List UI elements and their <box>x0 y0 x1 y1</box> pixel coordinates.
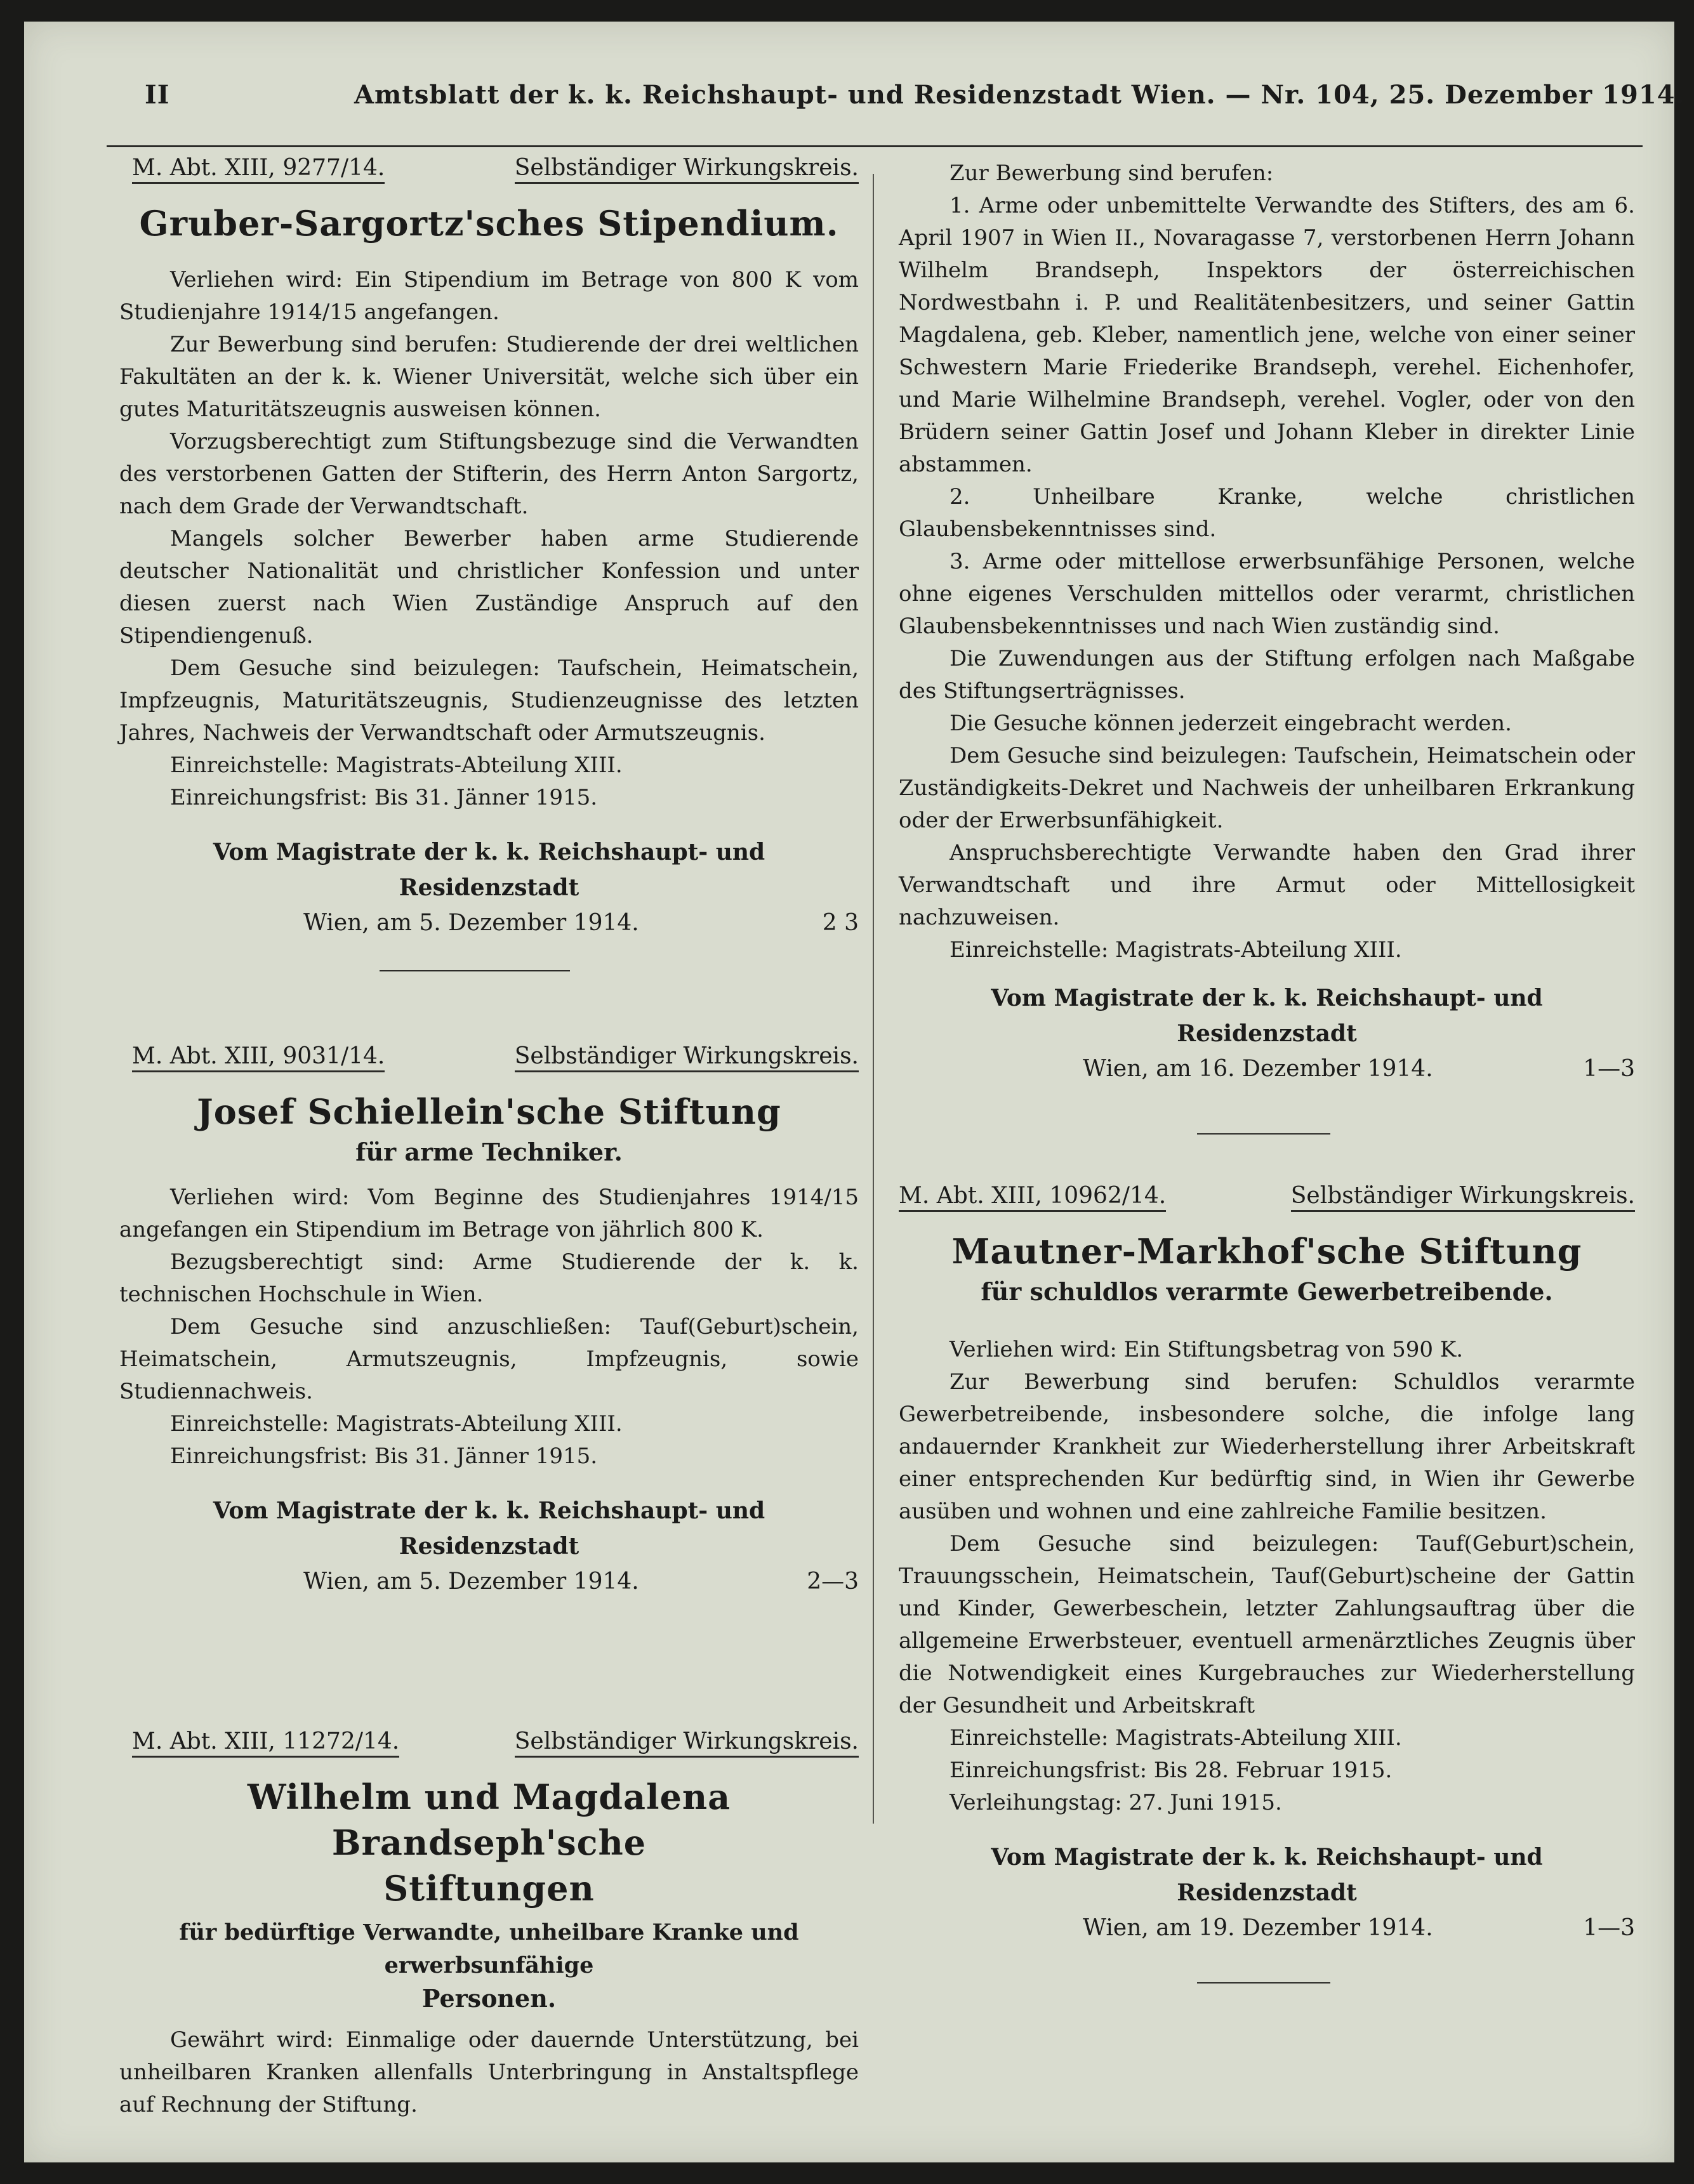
section-subtitle: für arme Techniker. <box>355 1138 623 1166</box>
paragraph: Zur Bewerbung sind berufen: <box>950 161 1274 186</box>
insertion-sequence: 1—3 <box>1583 1915 1635 1941</box>
jurisdiction-label: Selbständiger Wirkungskreis. <box>515 1043 859 1072</box>
reference-line <box>119 1728 859 1765</box>
reference-line <box>119 155 859 192</box>
paragraph: Einreichungsfrist: Bis 31. Jänner 1915. <box>170 785 598 810</box>
signature-date-line <box>899 1051 1635 1087</box>
paragraph: Dem Gesuche sind anzuschließen: Tauf(Geburt)schein, Heimatschein, Armutszeugnis, Impfzeugnis, sowie Studiennachweis. <box>119 1314 859 1404</box>
section-separator <box>1197 1982 1330 1983</box>
section-title: Wilhelm und Magdalena Brandseph'sche <box>247 1777 731 1863</box>
header-title: Amtsblatt der k. k. Reichshaupt- und Residenzstadt Wien. — Nr. 104, 25. Dezember 1914. <box>354 80 1685 110</box>
insertion-sequence: 1—3 <box>1583 1056 1635 1082</box>
insertion-sequence: 2—3 <box>807 1569 859 1595</box>
section-subtitle: für bedürftige Verwandte, unheilbare Kranke und erwerbsunfähige <box>179 1919 799 1978</box>
paragraph: Dem Gesuche sind beizulegen: Taufschein, Heimatschein oder Zuständigkeits-Dekret und Nachweis der unheilbaren Erkrankung oder der Erwerbsunfähigkeit. <box>899 743 1635 833</box>
section-body <box>119 2024 859 2121</box>
section-title-line2: Stiftungen <box>383 1868 595 1909</box>
paragraph: Verliehen wird: Vom Beginne des Studienjahres 1914/15 angefangen ein Stipendium im Betrage von jährlich 800 K. <box>119 1185 859 1242</box>
paragraph: 3. Arme oder mittellose erwerbsunfähige Personen, welche ohne eigenes Verschulden mittellos oder verarmt, christlichen Glaubensbekenntnisses und nach Wien zuständig sind. <box>899 549 1635 639</box>
signature-date-line <box>899 1911 1635 1946</box>
page-number: II <box>145 80 170 110</box>
paragraph: 2. Unheilbare Kranke, welche christlichen Glaubensbekenntnisses sind. <box>899 484 1635 542</box>
signature-line: Vom Magistrate der k. k. Reichshaupt- und Residenzstadt <box>213 839 765 901</box>
place-date: Wien, am 19. Dezember 1914. <box>1083 1915 1433 1941</box>
paragraph: Gewährt wird: Einmalige oder dauernde Unterstützung, bei unheilbaren Kranken allenfalls Unterbringung in Anstaltspflege auf Rechnung der Stiftung. <box>119 2027 859 2117</box>
section-body <box>899 1334 1635 1819</box>
paragraph: Einreichungsfrist: Bis 31. Jänner 1915. <box>170 1444 598 1469</box>
section-body <box>119 1181 859 1473</box>
section-body <box>899 157 1635 966</box>
signature-line: Vom Magistrate der k. k. Reichshaupt- und Residenzstadt <box>213 1497 765 1560</box>
section-mautner-markhof <box>899 1183 1635 1946</box>
column-divider <box>873 174 874 1824</box>
paragraph: Einreichstelle: Magistrats-Abteilung XIII. <box>950 1725 1402 1751</box>
paragraph: Einreichungsfrist: Bis 28. Februar 1915. <box>950 1758 1393 1783</box>
reference-number: M. Abt. XIII, 9277/14. <box>132 155 385 184</box>
paragraph: Einreichstelle: Magistrats-Abteilung XIII. <box>170 1411 623 1437</box>
insertion-sequence: 2 3 <box>822 910 859 936</box>
paragraph: 1. Arme oder unbemittelte Verwandte des Stifters, des am 6. April 1907 in Wien II., Novaragasse 7, verstorbenen Herrn Johann Wilhelm Brandseph, Inspektors der österreichischen Nordwestbahn i. P. und Realitätenbesitzers, und seiner Gattin Magdalena, geb. Kleber, namentlich jene, welche von einer seiner Schwestern Marie Friederike Brandseph, verehel. Eichenhofer, und Marie Wilhelmine Brandseph, verehel. Vogler, oder von den Brüdern seiner Gattin Josef und Johann Kleber in direkter Linie abstammen. <box>899 193 1635 477</box>
jurisdiction-label: Selbständiger Wirkungskreis. <box>515 155 859 184</box>
signature-date-line <box>119 905 859 941</box>
paragraph: Mangels solcher Bewerber haben arme Studierende deutscher Nationalität und christlicher Konfession und unter diesen zuerst nach Wien Zuständige Anspruch auf den Stipendiengenuß. <box>119 526 859 648</box>
place-date: Wien, am 16. Dezember 1914. <box>1083 1056 1433 1082</box>
paragraph: Verliehen wird: Ein Stiftungsbetrag von 590 K. <box>950 1337 1464 1362</box>
section-title: Gruber-Sargortz'sches Stipendium. <box>139 203 839 244</box>
paragraph: Die Gesuche können jederzeit eingebracht werden. <box>950 711 1512 736</box>
section-subtitle: für schuldlos verarmte Gewerbetreibende. <box>981 1277 1553 1306</box>
section-separator <box>1197 1133 1330 1135</box>
paragraph: Bezugsberechtigt sind: Arme Studierende der k. k. technischen Hochschule in Wien. <box>119 1249 859 1307</box>
section-gruber-sargortz <box>119 155 859 941</box>
paragraph: Zur Bewerbung sind berufen: Studierende der drei weltlichen Fakultäten an der k. k. Wiener Universität, welche sich über ein gutes Maturitätszeugnis ausweisen können. <box>119 332 859 422</box>
section-separator <box>380 970 570 971</box>
paragraph: Einreichstelle: Magistrats-Abteilung XIII. <box>950 937 1402 963</box>
reference-number: M. Abt. XIII, 11272/14. <box>132 1728 399 1758</box>
section-title: Josef Schiellein'sche Stiftung <box>197 1091 781 1132</box>
paragraph: Verleihungstag: 27. Juni 1915. <box>950 1790 1282 1815</box>
reference-number: M. Abt. XIII, 10962/14. <box>899 1183 1166 1212</box>
page-header <box>145 80 1685 137</box>
paragraph: Anspruchsberechtigte Verwandte haben den Grad ihrer Verwandtschaft und ihre Armut oder Mittellosigkeit nachzuweisen. <box>899 840 1635 930</box>
signature-line: Vom Magistrate der k. k. Reichshaupt- und Residenzstadt <box>991 985 1543 1047</box>
reference-number: M. Abt. XIII, 9031/14. <box>132 1043 385 1072</box>
paragraph: Dem Gesuche sind beizulegen: Tauf(Geburt)schein, Trauungsschein, Heimatschein, Tauf(Geburt)scheine der Gattin und Kinder, Gewerbeschein, letzter Zahlungsauftrag über die allgemeine Erwerbsteuer, eventuell armenärztliches Zeugnis über die Notwendigkeit eines Kurgebrauches zur Wiederherstellung der Gesundheit und Arbeitskraft <box>899 1531 1635 1718</box>
place-date: Wien, am 5. Dezember 1914. <box>303 910 639 936</box>
section-brandseph <box>119 1728 859 2121</box>
section-schiellein <box>119 1043 859 1600</box>
signature-line: Vom Magistrate der k. k. Reichshaupt- und Residenzstadt <box>991 1844 1543 1906</box>
header-rule <box>107 145 1643 147</box>
section-brandseph-continued <box>899 157 1635 1087</box>
reference-line <box>119 1043 859 1080</box>
place-date: Wien, am 5. Dezember 1914. <box>303 1569 639 1595</box>
paragraph: Verliehen wird: Ein Stipendium im Betrage von 800 K vom Studienjahre 1914/15 angefangen. <box>119 267 859 325</box>
paragraph: Vorzugsberechtigt zum Stiftungsbezuge sind die Verwandten des verstorbenen Gatten der Stifterin, des Herrn Anton Sargortz, nach dem Grade der Verwandtschaft. <box>119 429 859 519</box>
jurisdiction-label: Selbständiger Wirkungskreis. <box>515 1728 859 1758</box>
section-body <box>119 264 859 814</box>
paragraph: Dem Gesuche sind beizulegen: Taufschein, Heimatschein, Impfzeugnis, Maturitätszeugnis, Studienzeugnisse des letzten Jahres, Nachweis der Verwandtschaft oder Armutszeugnis. <box>119 655 859 746</box>
paragraph: Die Zuwendungen aus der Stiftung erfolgen nach Maßgabe des Stiftungserträgnisses. <box>899 646 1635 704</box>
paragraph: Zur Bewerbung sind berufen: Schuldlos verarmte Gewerbetreibende, insbesondere solche, die infolge lang andauernder Krankheit zur Wiederherstellung ihrer Arbeitskraft einer entsprechenden Kur bedürftig sind, in Wien ihr Gewerbe ausüben und wohnen und eine zahlreiche Familie besitzen. <box>899 1369 1635 1524</box>
signature-date-line <box>119 1564 859 1600</box>
jurisdiction-label: Selbständiger Wirkungskreis. <box>1291 1183 1635 1212</box>
reference-line <box>899 1183 1635 1220</box>
section-subtitle-line2: Personen. <box>421 1984 557 2013</box>
section-title: Mautner-Markhof'sche Stiftung <box>951 1231 1582 1272</box>
paragraph: Einreichstelle: Magistrats-Abteilung XIII. <box>170 753 623 778</box>
newspaper-page <box>24 22 1685 2162</box>
